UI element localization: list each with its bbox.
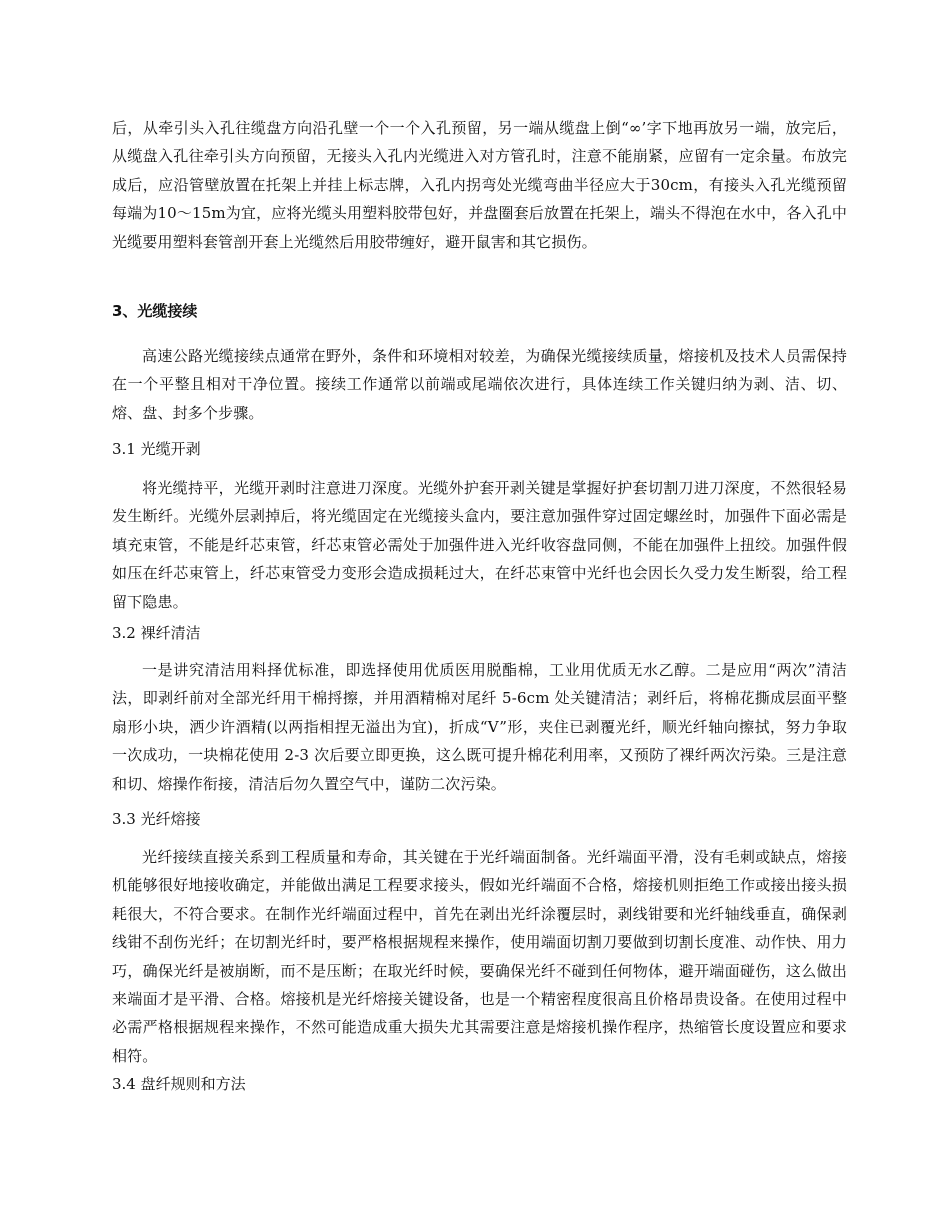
subheading-fiber-coiling: 3.4 盘纤规则和方法 (112, 1075, 246, 1093)
paragraph-cable-laying-continuation: 后，从牵引头入孔往缆盘方向沿孔壁一个一个入孔预留，另一端从缆盘上倒“∞’字下地再放另一端，放完后，从缆盘入孔往牵引头方向预留，无接头入孔内光缆进入对方管孔时，注意不能崩紧，应留有一定余量。布放完成后，应沿管壁放置在托架上并挂上标志牌，入孔内拐弯处光缆弯曲半径应大于30cm，有接头入孔光缆预留每端为10～15m为宜，应将光缆头用塑料胶带包好，并盘圈套后放置在托架上，端头不得泡在水中，各入孔中光缆要用塑料套管剖开套上光缆然后用胶带缠好，避开鼠害和其它损伤。 (112, 119, 847, 251)
section-heading-cable-splicing: 3、光缆接续 (112, 302, 198, 320)
paragraph-splicing-intro: 高速公路光缆接续点通常在野外，条件和环境相对较差，为确保光缆接续质量，熔接机及技术人员需保持在一个平整且相对干净位置。接续工作通常以前端或尾端依次进行，具体连续工作关键归纳为剥、洁、切、熔、盘、封多个步骤。 (112, 347, 847, 422)
subheading-fiber-fusion: 3.3 光纤熔接 (112, 810, 201, 828)
paragraph-fiber-fusion: 光纤接续直接关系到工程质量和寿命，其关键在于光纤端面制备。光纤端面平滑，没有毛刺或缺点，熔接机能够很好地接收确定，并能做出满足工程要求接头，假如光纤端面不合格，熔接机则拒绝工作或接出接头损耗很大，不符合要求。在制作光纤端面过程中，首先在剥出光纤涂覆层时，剥线钳要和光纤轴线垂直，确保剥线钳不刮伤光纤；在切割光纤时，要严格根据规程来操作，使用端面切割刀要做到切割长度准、动作快、用力巧，确保光纤是被崩断，而不是压断；在取光纤时候，要确保光纤不碰到任何物体，避开端面碰伤，这么做出来端面才是平滑、合格。熔接机是光纤熔接关键设备，也是一个精密程度很高且价格昂贵设备。在使用过程中必需严格根据规程来操作，不然可能造成重大损失尤其需要注意是熔接机操作程序，热缩管长度设置应和要求相符。 (112, 848, 847, 1065)
subheading-cable-stripping: 3.1 光缆开剥 (112, 440, 201, 458)
paragraph-cable-stripping: 将光缆持平，光缆开剥时注意进刀深度。光缆外护套开剥关键是掌握好护套切割刀进刀深度，不然很轻易发生断纤。光缆外层剥掉后，将光缆固定在光缆接头盒内，要注意加强件穿过固定螺丝时，加强件下面必需是填充束管，不能是纤芯束管，纤芯束管必需处于加强件进入光纤收容盘同侧，不能在加强件上扭绞。加强件假如压在纤芯束管上，纤芯束管受力变形会造成损耗过大，在纤芯束管中光纤也会因长久受力发生断裂，给工程留下隐患。 (112, 479, 847, 611)
subheading-bare-fiber-cleaning: 3.2 裸纤清洁 (112, 624, 201, 642)
paragraph-bare-fiber-cleaning: 一是讲究清洁用料择优标准，即选择使用优质医用脱酯棉，工业用优质无水乙醇。二是应用“两次”清洁法，即剥纤前对全部光纤用干棉捋擦，并用酒精棉对尾纤 5-6cm 处关键清洁；剥纤后，将棉花撕成层面平整扇形小块，洒少许酒精(以两指相捏无溢出为宜)，折成“V”形，夹住已剥覆光纤，顺光纤轴向擦拭，努力争取一次成功，一块棉花使用 2-3 次后要立即更换，这么既可提升棉花利用率，又预防了裸纤两次污染。三是注意和切、熔操作衔接，清洁后勿久置空气中，谨防二次污染。 (112, 661, 847, 793)
